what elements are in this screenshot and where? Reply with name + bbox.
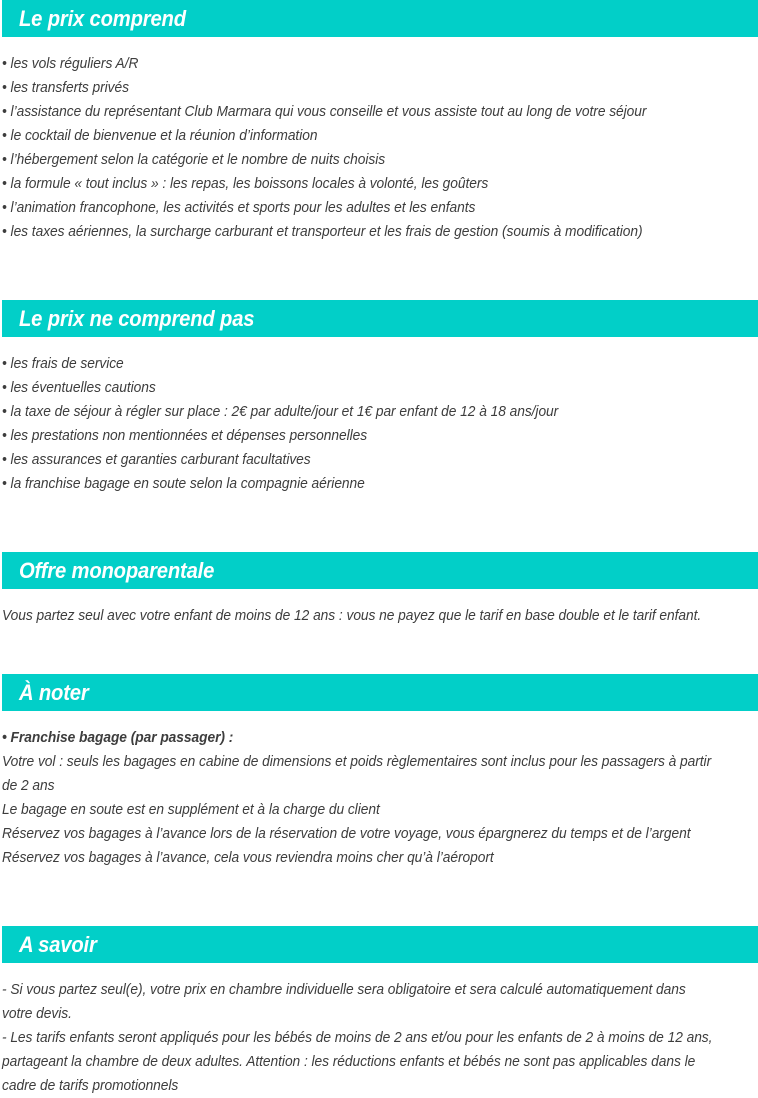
- section-gap: [0, 496, 758, 552]
- list-item: • l’hébergement selon la catégorie et le nombre de nuits choisis: [2, 152, 386, 168]
- section-title: Le prix comprend: [19, 5, 186, 31]
- section-header-a-savoir: [2, 926, 758, 963]
- section-body-a-noter: [0, 726, 758, 870]
- spacer: [0, 37, 758, 52]
- section-body-le-prix-comprend: [0, 52, 758, 244]
- spacer: [0, 711, 758, 726]
- section-title: A savoir: [19, 931, 97, 957]
- list-item-heading: • Franchise bagage (par passager) :: [2, 730, 234, 746]
- list-item: • l’animation francophone, les activités et sports pour les adultes et les enfants: [2, 200, 476, 216]
- list-item: • le cocktail de bienvenue et la réunion d’information: [2, 128, 318, 144]
- section-header-le-prix-comprend: [2, 0, 758, 37]
- paragraph: Le bagage en soute est en supplément et à la charge du client: [2, 802, 380, 818]
- section-header-a-noter: [2, 674, 758, 711]
- list-item: • la taxe de séjour à régler sur place : 2€ par adulte/jour et 1€ par enfant de 12 à 18 ans/jour: [2, 404, 559, 420]
- list-item: • les prestations non mentionnées et dépenses personnelles: [2, 428, 368, 444]
- section-header-le-prix-ne-comprend-pas: [2, 300, 758, 337]
- section-header-offre-monoparentale: [2, 552, 758, 589]
- list-item: • l’assistance du représentant Club Marmara qui vous conseille et vous assiste tout au long de votre séjour: [2, 104, 647, 120]
- list-item: • les assurances et garanties carburant facultatives: [2, 452, 311, 468]
- section-gap: [0, 628, 758, 674]
- list-item: • les transferts privés: [2, 80, 129, 96]
- list-item: • la franchise bagage en soute selon la compagnie aérienne: [2, 476, 365, 492]
- paragraph: Vous partez seul avec votre enfant de moins de 12 ans : vous ne payez que le tarif en base double et le tarif enfant.: [2, 608, 702, 624]
- spacer: [0, 963, 758, 978]
- list-item: • les taxes aériennes, la surcharge carburant et transporteur et les frais de gestion (soumis à modification): [2, 224, 643, 240]
- section-gap: [0, 244, 758, 300]
- paragraph: Votre vol : seuls les bagages en cabine de dimensions et poids règlementaires sont inclus pour les passagers à partir de 2 ans: [2, 754, 712, 794]
- section-body-a-savoir: [0, 978, 758, 1098]
- paragraph: - Si vous partez seul(e), votre prix en chambre individuelle sera obligatoire et sera calculé automatiquement dans votre devis.: [2, 982, 686, 1022]
- section-title: Offre monoparentale: [19, 557, 215, 583]
- list-item: • la formule « tout inclus » : les repas, les boissons locales à volonté, les goûters: [2, 176, 489, 192]
- spacer: [0, 589, 758, 604]
- list-item: • les éventuelles cautions: [2, 380, 156, 396]
- section-title: À noter: [19, 679, 89, 705]
- section-title: Le prix ne comprend pas: [19, 305, 255, 331]
- list-item: • les vols réguliers A/R: [2, 56, 139, 72]
- section-gap: [0, 870, 758, 926]
- spacer: [0, 337, 758, 352]
- paragraph: Réservez vos bagages à l’avance, cela vous reviendra moins cher qu’à l’aéroport: [2, 850, 494, 866]
- section-body-offre-monoparentale: [0, 604, 758, 628]
- section-body-le-prix-ne-comprend-pas: [0, 352, 758, 496]
- list-item: • les frais de service: [2, 356, 124, 372]
- paragraph: Réservez vos bagages à l’avance lors de la réservation de votre voyage, vous épargnerez du temps et de l’argent: [2, 826, 691, 842]
- paragraph: - Les tarifs enfants seront appliqués pour les bébés de moins de 2 ans et/ou pour les enfants de 2 à moins de 12 ans, partageant la chambre de deux adultes. Attention : les réductions enfants et bébés ne sont pas applicables dans le cadre de tarifs promotionnels: [2, 1030, 713, 1094]
